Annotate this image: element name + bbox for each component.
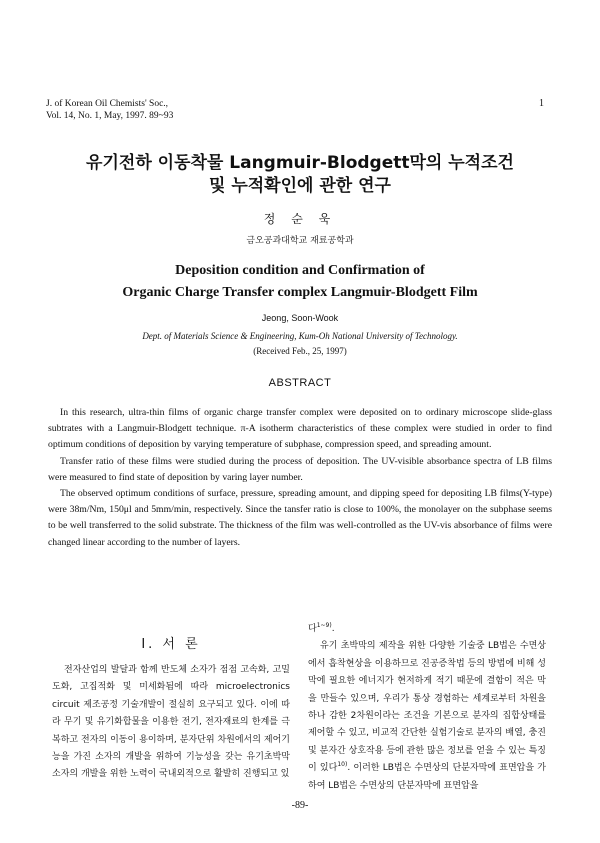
intro-paragraph-2-tail: . 이러한 LB법은 수면상의 단분자막에 표면압을 가하여 LB법은 수면상의 단분자막에 표면압을 (308, 763, 546, 791)
english-title-line-2: Organic Charge Transfer complex Langmuir-Blodgett Film (122, 285, 478, 300)
intro-paragraph-2 (308, 638, 546, 795)
english-title-line-1: Deposition condition and Confirmation of (175, 263, 425, 278)
abstract-paragraph-3: The observed optimum conditions of surface, pressure, spreading amount, and dipping speed for depositing LB films(Y-type) were 38m/Nm, 150μl and 5mm/min, respectively. Since the tansfer ratio is close to 100%, the monolayer on the subphase seems to be well transferred to the solid substrate. The thickness of the film was well-controlled as the UV-vis absorbance of films were changed linear according to the number of layers. (48, 488, 552, 548)
english-author: Jeong, Soon-Wook (261, 313, 339, 323)
english-affiliation: Dept. of Materials Science & Engineering, Kum-Oh National University of Technology. (142, 331, 458, 341)
korean-title-line-2: 및 누적확인에 관한 연구 (209, 176, 391, 196)
journal-citation (46, 98, 173, 122)
right-column (308, 621, 546, 795)
received-date: (Received Feb., 25, 1997) (253, 346, 347, 356)
left-column (52, 662, 290, 784)
intro-paragraph-1: 전자산업의 발달과 함께 반도체 소자가 점점 고속화, 고밀도화, 고집적화 및 미세화됨에 따라 microelectronics circuit 제조공정 기술개발이 절실히 요구되고 있다. 이에 따라 무기 및 유기화합물을 이용한 전기, 전자재료의 한계를 극복하고 전자의 이동이 용이하며, 분자단위 차원에서의 제어기능을 가진 소자의 개발을 위하여 기능성을 갖는 유기초박막 소자의 개발을 위한 노력이 국내외적으로 활발히 진행되고 있 (52, 665, 290, 780)
journal-line-2: Vol. 14, No. 1, May, 1997. 89~93 (46, 111, 174, 121)
abstract-paragraph-2: Transfer ratio of these films were studied during the process of deposition. The UV-visible absorbance spectra of LB films were measured to find state of deposition by varing layer number. (48, 455, 552, 483)
citation-ref-10: 10) (337, 761, 348, 769)
citation-ref-1-9: 1~9) (316, 622, 332, 629)
korean-affiliation: 금오공과대학교 재료공학과 (246, 236, 354, 246)
intro-continuation (308, 621, 546, 638)
abstract-paragraph-1: In this research, ultra-thin films of organic charge transfer complex were deposited on to ordinary microscope slide-glass subtrates with a Langmuir-Blodgett technique. π-A isotherm characteristics of these complex were studied in order to find optimum conditions of deposition by varying temperature of subphase, compression speed, and spreading amount. (48, 407, 552, 451)
continuation-text: 다 (308, 624, 317, 634)
abstract-heading: ABSTRACT (268, 377, 332, 389)
continuation-period: . (331, 624, 335, 634)
abstract-body (48, 405, 552, 551)
page-number: 1 (539, 98, 544, 109)
footer-page-number: -89- (291, 800, 309, 811)
korean-author: 정 순 욱 (263, 212, 337, 226)
english-title (0, 260, 600, 304)
korean-title-line-1: 유기전하 이동착물 Langmuir-Blodgett막의 누적조건 (86, 153, 514, 173)
section-heading-introduction: I. 서 론 (141, 637, 201, 652)
journal-line-1: J. of Korean Oil Chemists' Soc., (46, 99, 169, 109)
korean-title (0, 152, 600, 198)
intro-paragraph-2-text: 유기 초박막의 제작을 위한 다양한 기술중 LB법은 수면상에서 흡착현상을 이용하므로 진공증착법 등의 방법에 비해 성막에 필요한 에너지가 현저하게 적기 때문에 결함이 적은 막을 만들수 있으며, 우리가 통상 경험하는 세계로부터 차원을 하나 감한 2차원이라는 조건을 기본으로 분자의 집합상태를 제어할 수 있고, 비교적 간단한 실험기술로 분자의 배열, 충진 및 분자간 상호작용 등에 관한 많은 정보를 얻을 수 있는 특징이 있다 (308, 641, 546, 774)
